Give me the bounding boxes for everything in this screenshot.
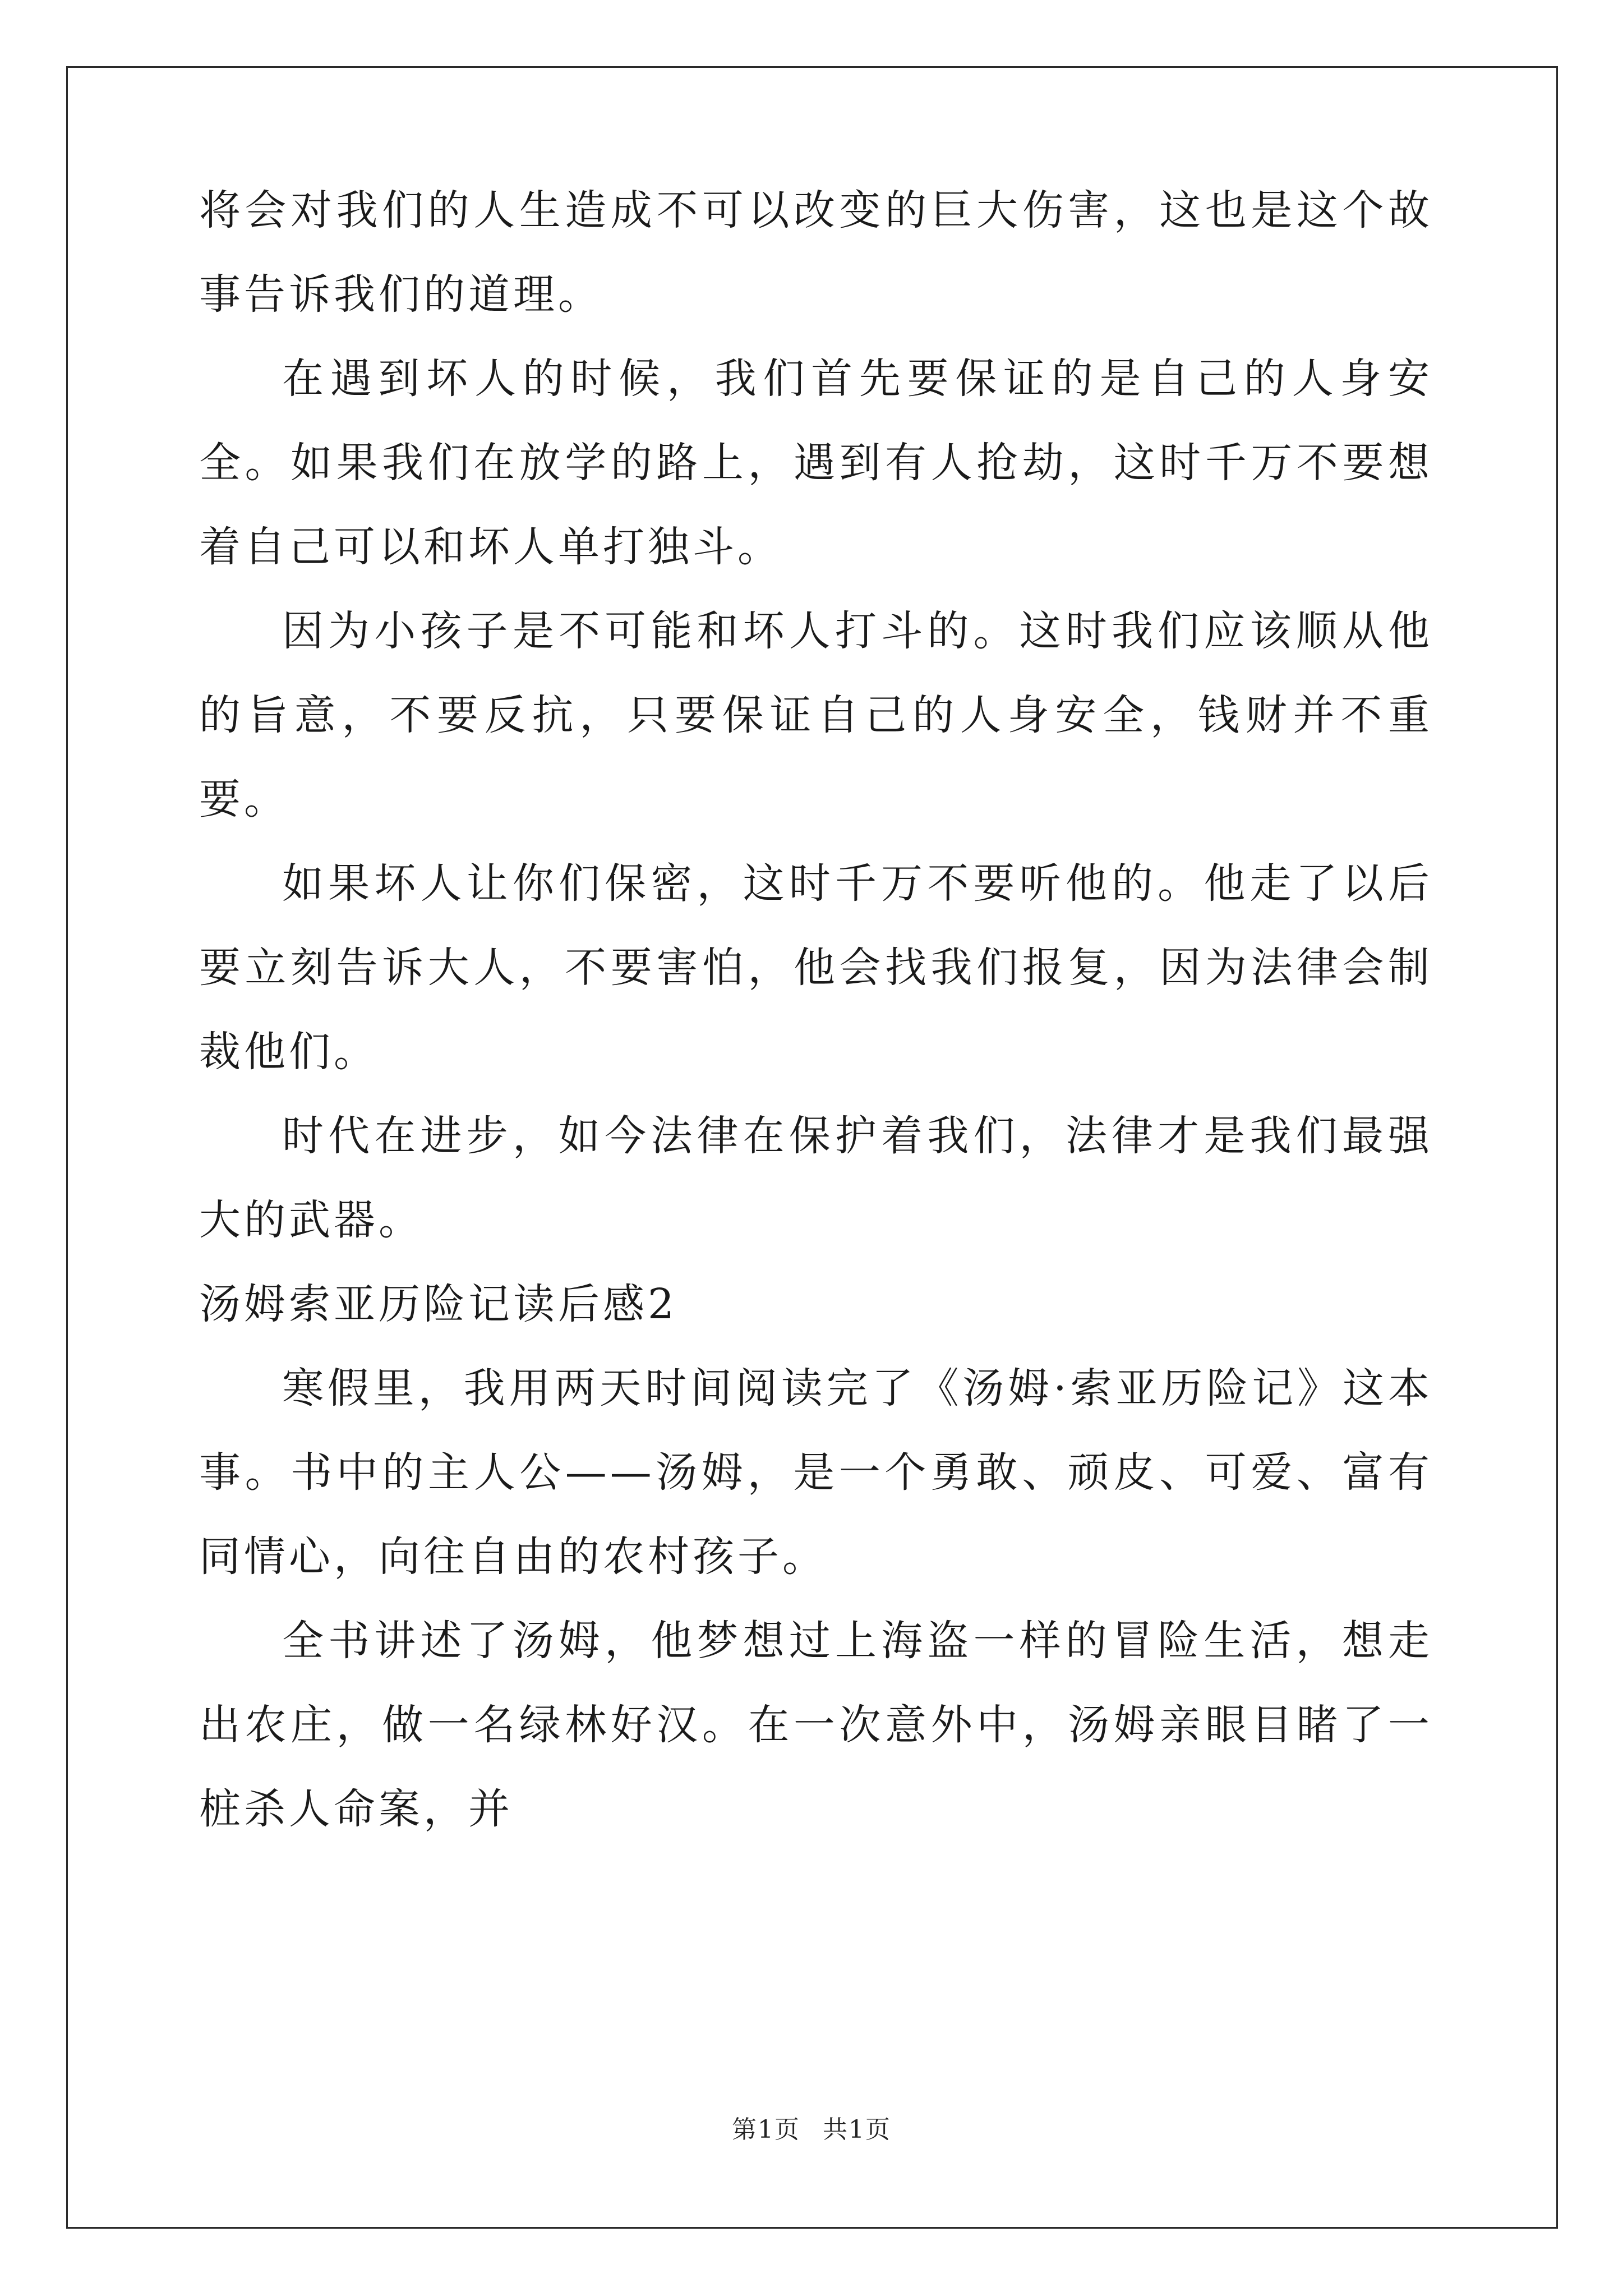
document-body — [199, 168, 1433, 1851]
paragraph-safety-first: 在遇到坏人的时候，我们首先要保证的是自己的人身安全。如果我们在放学的路上，遇到有人抢劫，这时千万不要想着自己可以和坏人单打独斗。 — [199, 355, 1433, 571]
paragraph-law: 时代在进步，如今法律在保护着我们，法律才是我们最强大的武器。 — [199, 1112, 1433, 1244]
page-footer — [0, 2109, 1623, 2145]
paragraph-continuation: 将会对我们的人生造成不可以改变的巨大伤害，这也是这个故事告诉我们的道理。 — [199, 186, 1433, 319]
paragraph-tell-adults: 如果坏人让你们保密，这时千万不要听他的。他走了以后要立刻告诉大人，不要害怕，他会找我们报复，因为法律会制裁他们。 — [199, 859, 1433, 1076]
paragraph-obey: 因为小孩子是不可能和坏人打斗的。这时我们应该顺从他的旨意，不要反抗，只要保证自己的人身安全，钱财并不重要。 — [199, 607, 1433, 823]
paragraph-story-summary: 全书讲述了汤姆，他梦想过上海盗一样的冒险生活，想走出农庄，做一名绿林好汉。在一次意外中，汤姆亲眼目睹了一桩杀人命案，并 — [199, 1617, 1433, 1833]
page-number: 第1页 — [732, 2115, 800, 2144]
page-total: 共1页 — [823, 2115, 891, 2144]
section-heading: 汤姆索亚历险记读后感2 — [199, 1280, 678, 1328]
paragraph-winter-break: 寒假里，我用两天时间阅读完了《汤姆·索亚历险记》这本事。书中的主人公——汤姆，是一个勇敢、顽皮、可爱、富有同情心，向往自由的农村孩子。 — [199, 1364, 1433, 1581]
